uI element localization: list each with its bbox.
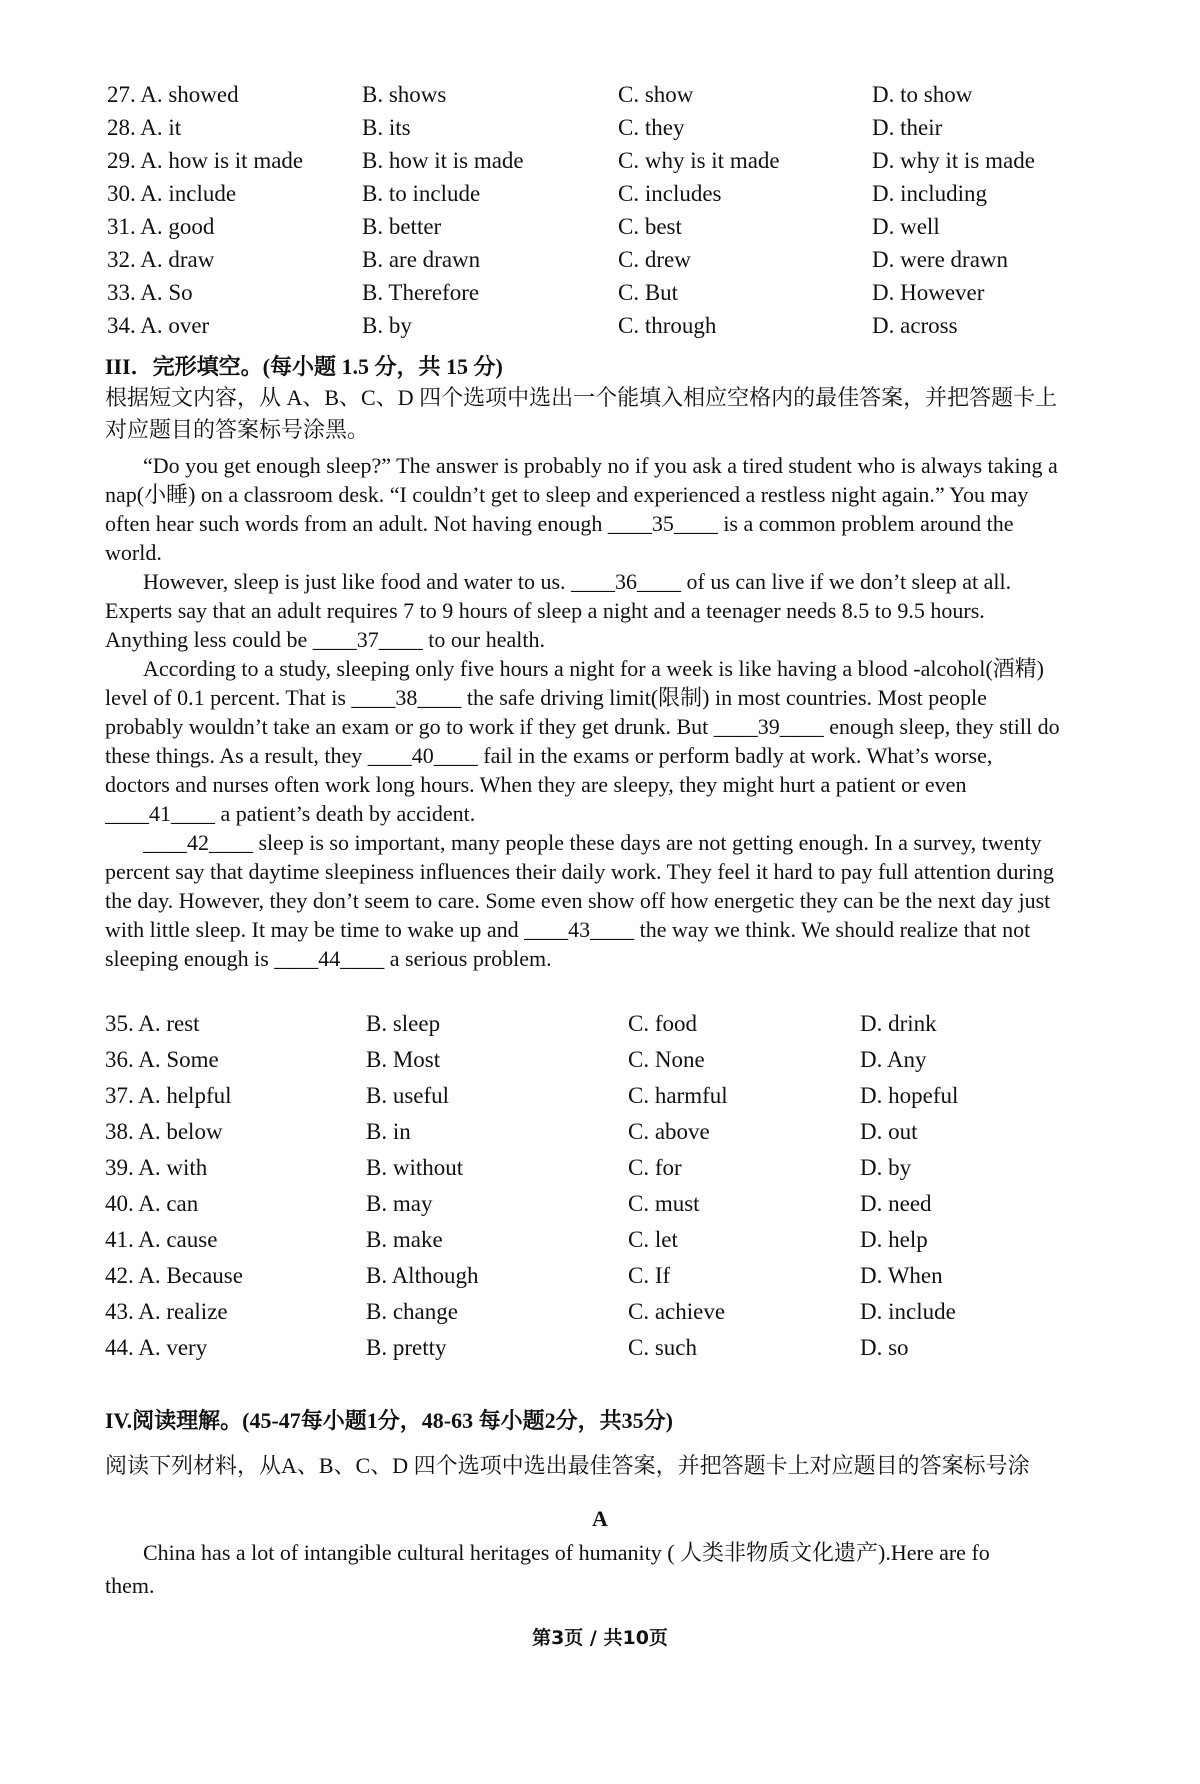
option-choice: C. If — [628, 1263, 671, 1288]
option-row — [0, 1006, 1200, 1042]
passage-line: ____42____ sleep is so important, many people these days are not getting enough. In a survey, twenty — [143, 830, 1042, 855]
option-choice: B. Most — [366, 1047, 441, 1072]
section-4-instruction: 阅读下列材料，从A、B、C、D 四个选项中选出最佳答案，并把答题卡上对应题目的答案标号涂 — [105, 1453, 1030, 1478]
option-row — [0, 210, 1200, 243]
passage-line: sleeping enough is ____44____ a serious problem. — [105, 946, 552, 971]
option-choice: C. achieve — [628, 1299, 726, 1324]
passage-line: nap(小睡) on a classroom desk. “I couldn’t get to sleep and experienced a restless night again.” You may — [105, 482, 1029, 507]
option-row — [0, 1078, 1200, 1114]
option-row — [0, 1186, 1200, 1222]
option-row — [0, 144, 1200, 177]
passage-line: with little sleep. It may be time to wake up and ____43____ the way we think. We should realize that not — [105, 917, 1031, 942]
options-27-34 — [0, 78, 1200, 342]
option-choice: 28. A. it — [107, 115, 182, 140]
option-choice: C. must — [628, 1191, 700, 1216]
passage-line: often hear such words from an adult. Not having enough ____35____ is a common problem around the — [105, 511, 1014, 536]
option-choice: 31. A. good — [107, 214, 215, 239]
option-choice: 33. A. So — [107, 280, 193, 305]
option-choice: 38. A. below — [105, 1119, 223, 1144]
option-choice: D. include — [860, 1299, 956, 1324]
section-4-heading: IV.阅读理解。(45-47每小题1分，48-63 每小题2分，共35分) — [105, 1408, 673, 1433]
option-choice: 42. A. Because — [105, 1263, 243, 1288]
option-choice: D. However — [872, 280, 985, 305]
option-choice: C. let — [628, 1227, 678, 1252]
option-choice: 41. A. cause — [105, 1227, 218, 1252]
option-choice: D. so — [860, 1335, 909, 1360]
passage-line: probably wouldn’t take an exam or go to work if they get drunk. But ____39____ enough sleep, they still do — [105, 714, 1060, 739]
option-choice: B. Although — [366, 1263, 479, 1288]
option-row — [0, 1258, 1200, 1294]
option-choice: D. out — [860, 1119, 918, 1144]
option-row — [0, 309, 1200, 342]
passage-line: these things. As a result, they ____40____ fail in the exams or perform badly at work. What’s worse, — [105, 743, 993, 768]
option-choice: B. make — [366, 1227, 443, 1252]
option-choice: C. best — [618, 214, 682, 239]
option-choice: 29. A. how is it made — [107, 148, 304, 173]
reading-passage-a — [105, 1538, 1200, 1600]
option-choice: B. in — [366, 1119, 411, 1144]
option-choice: B. sleep — [366, 1011, 441, 1036]
option-choice: B. shows — [362, 82, 447, 107]
cloze-passage — [105, 451, 1200, 973]
option-choice: B. may — [366, 1191, 433, 1216]
option-choice: D. including — [872, 181, 987, 206]
option-choice: D. their — [872, 115, 943, 140]
option-row — [0, 111, 1200, 144]
option-choice: C. drew — [618, 247, 691, 272]
option-choice: C. such — [628, 1335, 697, 1360]
option-choice: 44. A. very — [105, 1335, 208, 1360]
passage-line: doctors and nurses often work long hours. When they are sleepy, they might hurt a patient or even — [105, 772, 967, 797]
option-choice: C. show — [618, 82, 694, 107]
option-row — [0, 1294, 1200, 1330]
option-choice: 36. A. Some — [105, 1047, 219, 1072]
option-choice: 37. A. helpful — [105, 1083, 232, 1108]
option-row — [0, 243, 1200, 276]
passage-line: Anything less could be ____37____ to our health. — [105, 627, 545, 652]
option-row — [0, 276, 1200, 309]
page-footer: 第3页 / 共10页 — [532, 1627, 668, 1649]
option-choice: C. includes — [618, 181, 722, 206]
instruction-line: 对应题目的答案标号涂黑。 — [105, 417, 370, 442]
instruction-line: 根据短文内容，从 A、B、C、D 四个选项中选出一个能填入相应空格内的最佳答案，并把答题卡上 — [105, 385, 1058, 410]
option-choice: D. drink — [860, 1011, 937, 1036]
option-choice: C. None — [628, 1047, 705, 1072]
option-choice: B. how it is made — [362, 148, 524, 173]
option-choice: 27. A. showed — [107, 82, 239, 107]
option-choice: D. hopeful — [860, 1083, 959, 1108]
option-choice: C. above — [628, 1119, 710, 1144]
option-choice: B. its — [362, 115, 411, 140]
option-choice: C. through — [618, 313, 717, 338]
passage-line: them. — [105, 1573, 155, 1598]
passage-line: Experts say that an adult requires 7 to 9 hours of sleep a night and a teenager needs 8.5 to 9.5 hours. — [105, 598, 985, 623]
option-choice: 43. A. realize — [105, 1299, 228, 1324]
option-choice: B. by — [362, 313, 412, 338]
passage-line: the day. However, they don’t seem to care. Some even show off how energetic they can be the next day just — [105, 888, 1051, 913]
option-choice: B. pretty — [366, 1335, 447, 1360]
option-choice: C. food — [628, 1011, 697, 1036]
option-choice: C. they — [618, 115, 685, 140]
option-choice: 32. A. draw — [107, 247, 215, 272]
option-choice: 40. A. can — [105, 1191, 199, 1216]
option-choice: C. why is it made — [618, 148, 780, 173]
option-choice: B. useful — [366, 1083, 450, 1108]
option-choice: B. are drawn — [362, 247, 481, 272]
option-choice: D. Any — [860, 1047, 927, 1072]
option-choice: 30. A. include — [107, 181, 237, 206]
option-choice: D. need — [860, 1191, 932, 1216]
option-choice: B. Therefore — [362, 280, 480, 305]
passage-line: However, sleep is just like food and water to us. ____36____ of us can live if we don’t sleep at all. — [143, 569, 1012, 594]
option-choice: D. to show — [872, 82, 973, 107]
option-choice: B. better — [362, 214, 442, 239]
option-choice: 35. A. rest — [105, 1011, 200, 1036]
option-choice: D. were drawn — [872, 247, 1009, 272]
passage-line: “Do you get enough sleep?” The answer is probably no if you ask a tired student who is always taking a — [143, 453, 1058, 478]
option-choice: C. for — [628, 1155, 682, 1180]
option-choice: D. When — [860, 1263, 943, 1288]
passage-label: A — [592, 1506, 608, 1531]
option-choice: B. to include — [362, 181, 481, 206]
option-row — [0, 1150, 1200, 1186]
section-3-instruction — [105, 382, 1200, 446]
option-row — [0, 177, 1200, 210]
passage-line: ____41____ a patient’s death by accident. — [105, 801, 476, 826]
option-row — [0, 1114, 1200, 1150]
option-choice: D. help — [860, 1227, 928, 1252]
passage-line: According to a study, sleeping only five hours a night for a week is like having a blood -alcohol(酒精) — [143, 656, 1044, 681]
option-choice: 34. A. over — [107, 313, 210, 338]
passage-line: percent say that daytime sleepiness influences their daily work. They feel it hard to pay full attention during — [105, 859, 1054, 884]
option-row — [0, 78, 1200, 111]
option-choice: D. by — [860, 1155, 912, 1180]
option-choice: 39. A. with — [105, 1155, 208, 1180]
option-choice: C. But — [618, 280, 679, 305]
option-choice: C. harmful — [628, 1083, 728, 1108]
passage-line: world. — [105, 540, 162, 565]
option-choice: D. across — [872, 313, 958, 338]
option-row — [0, 1330, 1200, 1366]
option-row — [0, 1222, 1200, 1258]
passage-line: level of 0.1 percent. That is ____38____ the safe driving limit(限制) in most countries. Most people — [105, 685, 987, 710]
option-choice: B. without — [366, 1155, 464, 1180]
option-choice: B. change — [366, 1299, 458, 1324]
option-row — [0, 1042, 1200, 1078]
section-3-heading: III．完形填空。(每小题 1.5 分，共 15 分) — [105, 354, 503, 379]
passage-line: China has a lot of intangible cultural heritages of humanity ( 人类非物质文化遗产).Here are fo — [143, 1540, 990, 1565]
options-35-44 — [0, 1006, 1200, 1366]
option-choice: D. why it is made — [872, 148, 1035, 173]
option-choice: D. well — [872, 214, 940, 239]
